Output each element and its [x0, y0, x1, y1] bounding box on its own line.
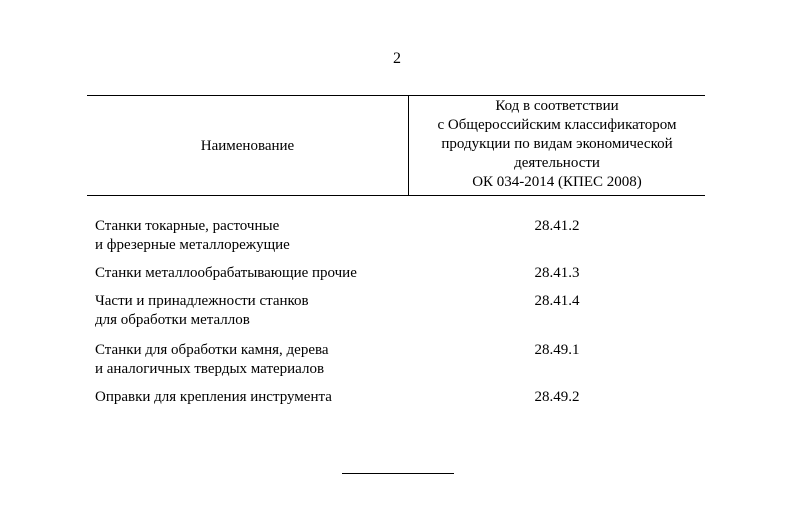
- header-name: Наименование: [200, 138, 295, 154]
- row-code: 28.41.2: [534, 218, 580, 234]
- row-name-line: Станки токарные, расточные: [95, 218, 280, 234]
- row-name: [95, 264, 405, 283]
- row-name: [95, 388, 405, 407]
- header-code-line: продукции по видам экономической: [441, 136, 673, 152]
- page-number: 2: [393, 50, 401, 67]
- row-name: [95, 292, 405, 330]
- row-name: [95, 217, 405, 255]
- row-name-line: Части и принадлежности станков: [95, 293, 309, 309]
- table-top-rule: [87, 95, 705, 96]
- row-name: [95, 341, 405, 379]
- row-code: 28.41.4: [534, 293, 580, 309]
- row-name-line: Станки для обработки камня, дерева: [95, 342, 329, 358]
- row-code: 28.49.1: [534, 342, 580, 358]
- header-code-line: ОК 034-2014 (КПЕС 2008): [472, 174, 642, 190]
- header-bottom-rule: [87, 195, 705, 196]
- header-code: [409, 97, 705, 192]
- row-name-line: и фрезерные металлорежущие: [95, 237, 290, 253]
- end-rule: [342, 473, 454, 474]
- header-code-line: Код в соответствии: [495, 98, 619, 114]
- row-code: 28.41.3: [534, 265, 580, 281]
- row-name-line: и аналогичных твердых материалов: [95, 361, 325, 377]
- header-code-line: деятельности: [514, 155, 600, 171]
- row-name-line: Оправки для крепления инструмента: [95, 389, 332, 405]
- row-code: 28.49.2: [534, 389, 580, 405]
- row-name-line: для обработки металлов: [95, 312, 250, 328]
- header-code-line: с Общероссийским классификатором: [437, 117, 677, 133]
- row-name-line: Станки металлообрабатывающие прочие: [95, 265, 357, 281]
